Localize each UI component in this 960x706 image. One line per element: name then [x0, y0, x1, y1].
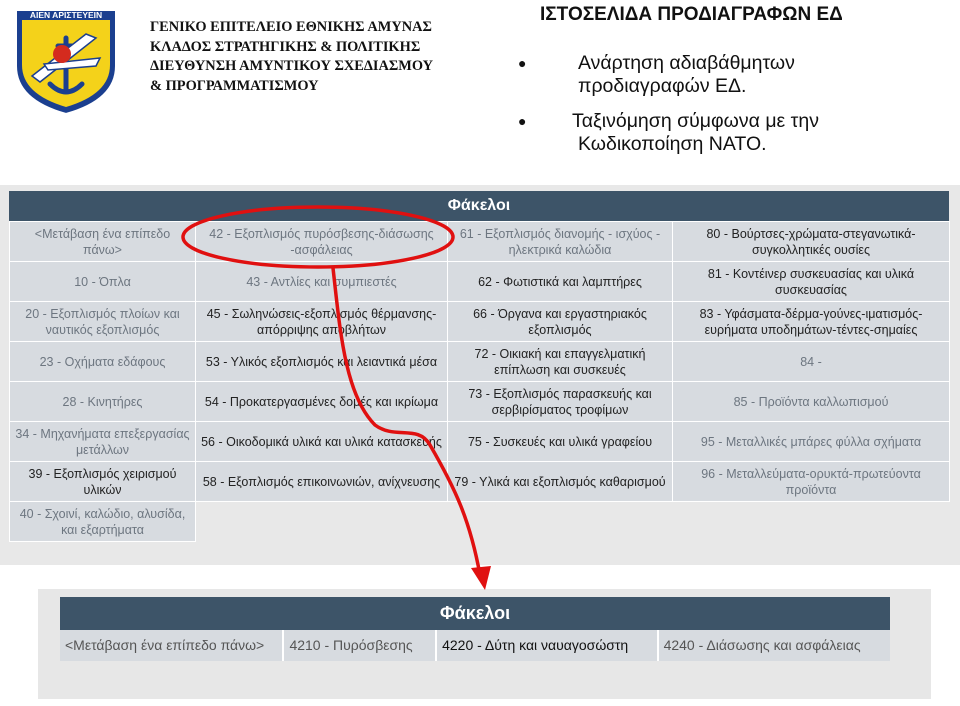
folder-link[interactable]: 79 - Υλικά και εξοπλισμός καθαρισμού: [448, 462, 673, 502]
empty-cell: [196, 502, 448, 542]
bullet-text-line2: προδιαγραφών ΕΔ.: [578, 75, 747, 97]
folder-link[interactable]: 58 - Εξοπλισμός επικοινωνιών, ανίχνευσης: [196, 462, 448, 502]
table-row: [10, 382, 950, 422]
org-line-3: ΔΙΕΥΘΥΝΣΗ ΑΜΥΝΤΙΚΟΥ ΣΧΕΔΙΑΣΜΟΥ: [150, 58, 434, 74]
folder-link[interactable]: 39 - Εξοπλισμός χειρισμού υλικών: [10, 462, 196, 502]
folder-link-up[interactable]: <Μετάβαση ένα επίπεδο πάνω>: [10, 222, 196, 262]
logo-motto: ΑΙΕΝ ΑΡΙΣΤΕΥΕΙΝ: [29, 10, 103, 20]
folder-link[interactable]: 43 - Αντλίες και συμπιεστές: [196, 262, 448, 302]
subfolder-link[interactable]: 4240 - Διάσωσης και ασφάλειας: [659, 630, 890, 661]
annotation-arrowhead-icon: [471, 566, 491, 590]
subfolder-link-up[interactable]: <Μετάβαση ένα επίπεδο πάνω>: [60, 630, 284, 661]
folder-link[interactable]: 75 - Συσκευές και υλικά γραφείου: [448, 422, 673, 462]
folder-link[interactable]: 83 - Υφάσματα-δέρμα-γούνες-ιματισμός-ευρήματα υποδημάτων-τέντες-σημαίες: [673, 302, 950, 342]
folder-link[interactable]: 96 - Μεταλλεύματα-ορυκτά-πρωτεύοντα προϊόντα: [673, 462, 950, 502]
folder-link[interactable]: 85 - Προϊόντα καλλωπισμού: [673, 382, 950, 422]
folder-link[interactable]: 80 - Βούρτσες-χρώματα-στεγανωτικά-συγκολλητικές ουσίες: [673, 222, 950, 262]
folder-link[interactable]: 40 - Σχοινί, καλώδιο, αλυσίδα, και εξαρτήματα: [10, 502, 196, 542]
org-line-2: ΚΛΑΔΟΣ ΣΤΡΑΤΗΓΙΚΗΣ & ΠΟΛΙΤΙΚΗΣ: [150, 38, 421, 55]
subfolders-panel: [38, 589, 931, 699]
table-row: [10, 222, 950, 262]
bullet-dot-icon: ●: [518, 55, 527, 71]
bullet-item: [518, 52, 958, 98]
empty-cell: [673, 502, 950, 542]
subfolder-row: [60, 630, 890, 661]
subfolders-header: Φάκελοι: [60, 597, 890, 630]
folder-link[interactable]: 66 - Όργανα και εργαστηριακός εξοπλισμός: [448, 302, 673, 342]
folder-link[interactable]: 20 - Εξοπλισμός πλοίων και ναυτικός εξοπλισμός: [10, 302, 196, 342]
bullet-dot-icon: ●: [518, 113, 527, 129]
folders-panel: [0, 185, 960, 565]
folder-link[interactable]: 42 - Εξοπλισμός πυρόσβεσης-διάσωσης -ασφάλειας: [196, 222, 448, 262]
folder-link[interactable]: 84 -: [673, 342, 950, 382]
table-row: [10, 342, 950, 382]
folder-link[interactable]: 53 - Υλικός εξοπλισμός και λειαντικά μέσα: [196, 342, 448, 382]
bullet-item: [518, 110, 958, 156]
organization-name: [150, 18, 490, 96]
subfolder-link[interactable]: 4210 - Πυρόσβεσης: [284, 630, 437, 661]
subfolder-link[interactable]: 4220 - Δύτη και ναυαγοσώστη: [437, 630, 658, 661]
slide-title: ΙΣΤΟΣΕΛΙΔΑ ΠΡΟΔΙΑΓΡΑΦΩΝ ΕΔ: [540, 4, 843, 25]
folder-link[interactable]: 56 - Οικοδομικά υλικά και υλικά κατασκευής: [196, 422, 448, 462]
folder-link[interactable]: 28 - Κινητήρες: [10, 382, 196, 422]
folder-link[interactable]: 62 - Φωτιστικά και λαμπτήρες: [448, 262, 673, 302]
folders-header: Φάκελοι: [9, 191, 949, 221]
folder-link[interactable]: 54 - Προκατεργασμένες δομές και ικρίωμα: [196, 382, 448, 422]
folder-link[interactable]: 81 - Κοντέινερ συσκευασίας και υλικά συσκευασίας: [673, 262, 950, 302]
folder-link[interactable]: 72 - Οικιακή και επαγγελματική επίπλωση και συσκευές: [448, 342, 673, 382]
folder-link[interactable]: 61 - Εξοπλισμός διανομής - ισχύος - ηλεκτρικά καλώδια: [448, 222, 673, 262]
folder-link[interactable]: 23 - Οχήματα εδάφους: [10, 342, 196, 382]
bullet-list: [518, 52, 958, 156]
table-row: [10, 422, 950, 462]
table-row: [10, 502, 950, 542]
org-line-4: & ΠΡΟΓΡΑΜΜΑΤΙΣΜΟΥ: [150, 77, 319, 94]
folder-link[interactable]: 73 - Εξοπλισμός παρασκευής και σερβιρίσματος τροφίμων: [448, 382, 673, 422]
table-row: [10, 302, 950, 342]
bullet-text-line2: Κωδικοποίηση ΝΑΤΟ.: [578, 133, 767, 155]
folder-link[interactable]: 10 - Όπλα: [10, 262, 196, 302]
folder-link[interactable]: 45 - Σωληνώσεις-εξοπλισμός θέρμανσης-απόρριψης αποβλήτων: [196, 302, 448, 342]
folder-link[interactable]: 34 - Μηχανήματα επεξεργασίας μετάλλων: [10, 422, 196, 462]
folders-grid: [9, 221, 950, 542]
bullet-text-line1: Ανάρτηση αδιαβάθμητων: [578, 52, 795, 74]
folder-link[interactable]: 95 - Μεταλλικές μπάρες φύλλα σχήματα: [673, 422, 950, 462]
org-line-1: ΓΕΝΙΚΟ ΕΠΙΤΕΛΕΙΟ ΕΘΝΙΚΗΣ ΑΜΥΝΑΣ: [150, 19, 432, 35]
table-row: [10, 462, 950, 502]
bullet-text-line1: Ταξινόμηση σύμφωνα με την: [572, 110, 819, 132]
hndgs-logo: [10, 4, 122, 116]
empty-cell: [448, 502, 673, 542]
table-row: [10, 262, 950, 302]
